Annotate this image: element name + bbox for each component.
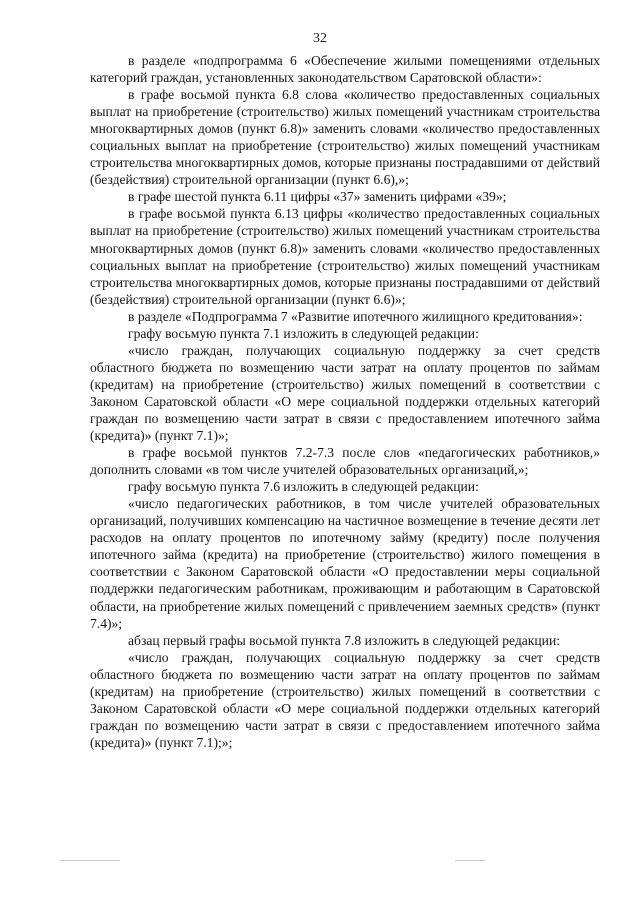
paragraph: «число педагогических работников, в том числе учителей образовательных организаций, получивших компенсацию на частичное возмещение в течение десяти лет расходов на оплату процентов по ипотечному займу (кредиту) после получения ипотечного займа (кредита) на приобретение (строительство) жилого помещения в соответствии с Законом Саратовской области «О предоставлении меры социальной поддержки педагогическим работникам, проживающим и работающим в Саратовской области, на приобретение жилых помещений с привлечением заемных средств» (пункт 7.4)»; <box>90 496 600 631</box>
paragraph: в графе восьмой пункта 6.13 цифры «количество предоставленных социальных выплат на приобретение (строительство) жилых помещений участникам строительства многоквартирных домов (пункт 6.8)» заменить словами «количество предоставленных социальных выплат на приобретение (строительство) жилых помещений участникам строительства многоквартирных домов, которые признаны пострадавшими от действий (бездействия) строительной организации (пункт 6.6)»; <box>90 206 600 307</box>
paragraph: «число граждан, получающих социальную поддержку за счет средств областного бюджета по возмещению части затрат на оплату процентов по займам (кредитам) на приобретение (строительство) жилых помещений в соответствии с Законом Саратовской области «О мере социальной поддержки отдельных категорий граждан по возмещению части затрат в связи с предоставлением ипотечного займа (кредита)» (пункт 7.1);»; <box>90 649 600 750</box>
paragraph: графу восьмую пункта 7.6 изложить в следующей редакции: <box>128 479 479 495</box>
scan-artifact-right <box>455 860 485 861</box>
paragraph: в графе восьмой пункта 6.8 слова «количество предоставленных социальных выплат на приобретение (строительство) жилых помещений участникам строительства многоквартирных домов (пункт 6.8)» заменить словами «количество предоставленных социальных выплат на приобретение (строительство) жилых помещений участникам строительства многоквартирных домов, которые признаны пострадавшими от действий (бездействия) строительной организации (пункт 6.6),»; <box>90 87 600 188</box>
document-body <box>90 52 600 751</box>
paragraph: в разделе «подпрограмма 6 «Обеспечение жилыми помещениями отдельных категорий граждан, установленных законодательством Саратовской области»: <box>90 53 600 86</box>
page-number: 32 <box>313 31 327 46</box>
paragraph: «число граждан, получающих социальную поддержку за счет средств областного бюджета по возмещению части затрат на оплату процентов по займам (кредитам) на приобретение (строительство) жилых помещений в соответствии с Законом Саратовской области «О мере социальной поддержки отдельных категорий граждан по возмещению части затрат в связи с предоставлением ипотечного займа (кредита)» (пункт 7.1)»; <box>90 342 600 444</box>
paragraph: в графе восьмой пунктов 7.2-7.3 после слов «педагогических работников,» дополнить словами «в том числе учителей образовательных организаций,»; <box>90 445 600 478</box>
paragraph: абзац первый графы восьмой пункта 7.8 изложить в следующей редакции: <box>128 632 560 648</box>
paragraph: графу восьмую пункта 7.1 изложить в следующей редакции: <box>128 325 479 341</box>
paragraph: в разделе «Подпрограмма 7 «Развитие ипотечного жилищного кредитования»: <box>128 308 583 324</box>
paragraph: в графе шестой пункта 6.11 цифры «37» заменить цифрами «39»; <box>128 189 507 205</box>
scan-artifact-left <box>60 860 120 861</box>
